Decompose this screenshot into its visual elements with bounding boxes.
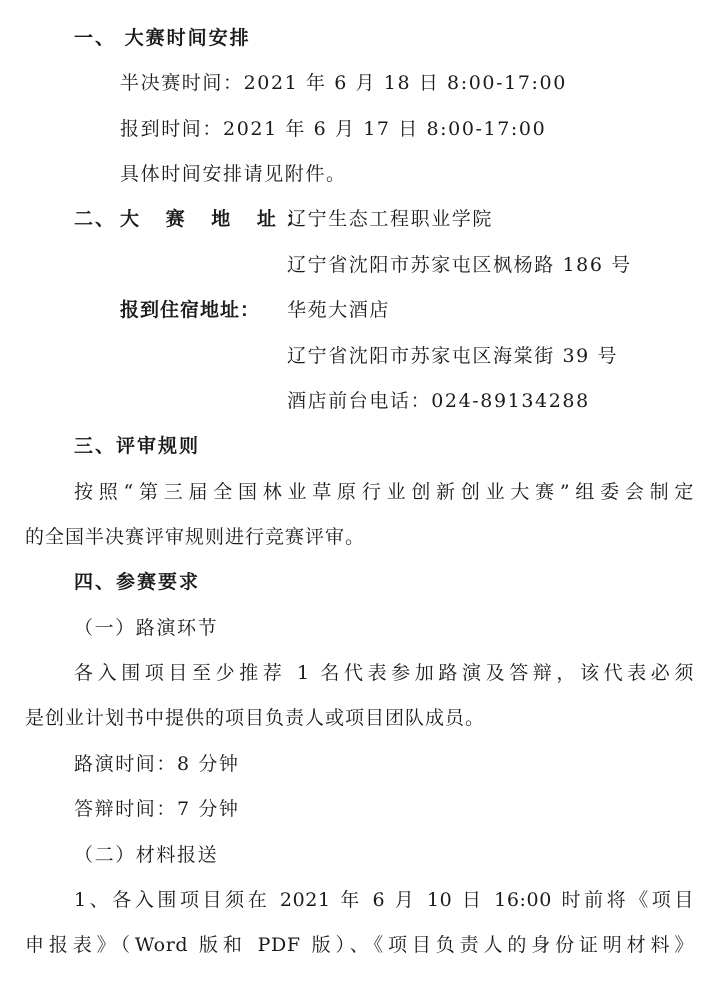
subsection1-paragraph-line1: 各入围项目至少推荐 1 名代表参加路演及答辩，该代表必须 [74, 662, 694, 684]
section3-paragraph-line1: 按照“第三届全国林业草原行业创新创业大赛”组委会制定 [74, 481, 694, 503]
hotel-phone: 酒店前台电话：024-89134288 [287, 390, 590, 412]
section1-heading: 一、 大赛时间安排 [74, 27, 251, 49]
section3-paragraph-line2: 的全国半决赛评审规则进行竞赛评审。 [25, 526, 366, 548]
venue-label: 大 赛 地 址： [120, 208, 315, 230]
qa-time: 答辩时间：7 分钟 [74, 798, 240, 820]
subsection2-heading: （二）材料报送 [74, 844, 219, 866]
hotel-label: 报到住宿地址： [120, 299, 261, 321]
hotel-name: 华苑大酒店 [287, 299, 391, 321]
section2-heading-prefix: 二、 [74, 208, 117, 230]
hotel-address: 辽宁省沈阳市苏家屯区海棠街 39 号 [287, 345, 619, 367]
section3-heading: 三、评审规则 [74, 435, 201, 457]
subsection1-heading: （一）路演环节 [74, 617, 219, 639]
semifinal-time: 半决赛时间：2021 年 6 月 18 日 8:00-17:00 [120, 72, 567, 94]
subsection1-paragraph-line2: 是创业计划书中提供的项目负责人或项目团队成员。 [25, 707, 486, 729]
roadshow-time: 路演时间：8 分钟 [74, 753, 240, 775]
section4-heading: 四、参赛要求 [74, 571, 201, 593]
venue-name: 辽宁生态工程职业学院 [287, 208, 494, 230]
see-attachment-note: 具体时间安排请见附件。 [120, 163, 347, 185]
subsection2-paragraph-line1: 1、各入围项目须在 2021 年 6 月 10 日 16:00 时前将《项目 [74, 889, 694, 911]
venue-address: 辽宁省沈阳市苏家屯区枫杨路 186 号 [287, 254, 632, 276]
checkin-time: 报到时间：2021 年 6 月 17 日 8:00-17:00 [120, 118, 547, 140]
subsection2-paragraph-line2: 申报表》（Word 版和 PDF 版）、《项目负责人的身份证明材料》 [25, 934, 694, 956]
